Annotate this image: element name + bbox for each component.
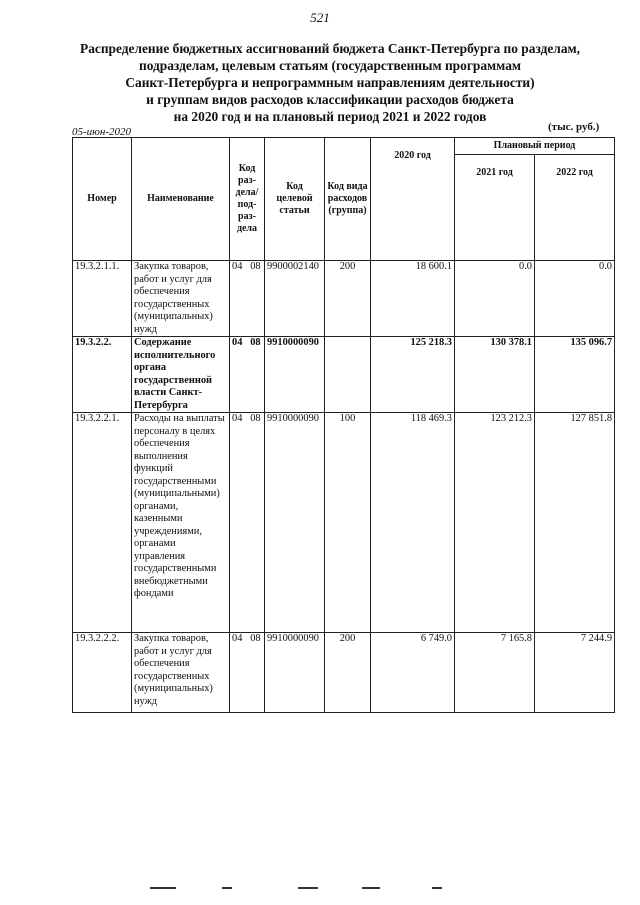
- scan-mark: [362, 887, 380, 889]
- row-target-code: 9910000090: [265, 413, 325, 633]
- row-number: 19.3.2.2.1.: [73, 413, 132, 633]
- row-value-2022: 7 244.9: [535, 633, 615, 713]
- header-planned-period: Плановый период: [455, 138, 615, 155]
- header-target-code: Код целевой статьи: [265, 138, 325, 261]
- row-expense-code: 200: [325, 261, 371, 337]
- units-label: (тыс. руб.): [548, 121, 600, 133]
- document-date: 05-июн-2020: [72, 126, 132, 138]
- header-name: Наименование: [132, 138, 230, 261]
- row-expense-code: [325, 337, 371, 413]
- row-value-2020: 6 749.0: [371, 633, 455, 713]
- row-value-2021: 130 378.1: [455, 337, 535, 413]
- title-line: подразделам, целевым статьям (государственным программам: [138, 58, 522, 73]
- header-2021: 2021 год: [455, 155, 535, 261]
- title-line: на 2020 год и на плановый период 2021 и 2022 годов: [173, 109, 487, 124]
- row-value-2022: 0.0: [535, 261, 615, 337]
- row-value-2022: 135 096.7: [535, 337, 615, 413]
- header-expense-code: Код вида расходов (группа): [325, 138, 371, 261]
- row-value-2020: 118 469.3: [371, 413, 455, 633]
- table-row: [73, 261, 615, 337]
- row-name: Расходы на выплаты персоналу в целях обеспечения выполнения функций государственными (муниципальными) органами, казенными учреждениями, органами управления государственными внебюджетными фондами: [132, 413, 230, 633]
- header-section-code: Код раз-дела/ под-раз-дела: [230, 138, 265, 261]
- scan-mark: [298, 887, 318, 889]
- row-value-2021: 0.0: [455, 261, 535, 337]
- scan-mark: [150, 887, 176, 889]
- title-line: Санкт-Петербурга и непрограммным направлениям деятельности): [125, 75, 535, 90]
- row-name: Закупка товаров, работ и услуг для обеспечения государственных (муниципальных) нужд: [132, 261, 230, 337]
- row-target-code: 9900002140: [265, 261, 325, 337]
- title-line: и группам видов расходов классификации расходов бюджета: [146, 92, 514, 107]
- scan-mark: [222, 887, 232, 889]
- row-expense-code: 100: [325, 413, 371, 633]
- row-value-2022: 127 851.8: [535, 413, 615, 633]
- row-value-2021: 7 165.8: [455, 633, 535, 713]
- header-number: Номер: [73, 138, 132, 261]
- table-row: [73, 337, 615, 413]
- title-line: Распределение бюджетных ассигнований бюджета Санкт-Петербурга по разделам,: [80, 41, 580, 56]
- scan-mark: [432, 887, 442, 889]
- row-section-code: 04 08: [230, 413, 265, 633]
- row-expense-code: 200: [325, 633, 371, 713]
- row-value-2021: 123 212.3: [455, 413, 535, 633]
- row-value-2020: 125 218.3: [371, 337, 455, 413]
- row-number: 19.3.2.1.1.: [73, 261, 132, 337]
- row-target-code: 9910000090: [265, 337, 325, 413]
- table-row: [73, 413, 615, 633]
- row-section-code: 04 08: [230, 337, 265, 413]
- row-number: 19.3.2.2.: [73, 337, 132, 413]
- row-section-code: 04 08: [230, 261, 265, 337]
- header-2022: 2022 год: [535, 155, 615, 261]
- table-row: [73, 633, 615, 713]
- row-name: Закупка товаров, работ и услуг для обеспечения государственных (муниципальных) нужд: [132, 633, 230, 713]
- document-title: [80, 40, 580, 125]
- page-number: 521: [310, 10, 330, 25]
- scan-marks: [0, 887, 640, 891]
- budget-table: [72, 137, 615, 713]
- row-number: 19.3.2.2.2.: [73, 633, 132, 713]
- row-section-code: 04 08: [230, 633, 265, 713]
- row-target-code: 9910000090: [265, 633, 325, 713]
- header-2020: 2020 год: [371, 138, 455, 261]
- row-name: Содержание исполнительного органа государственной власти Санкт-Петербурга: [132, 337, 230, 413]
- row-value-2020: 18 600.1: [371, 261, 455, 337]
